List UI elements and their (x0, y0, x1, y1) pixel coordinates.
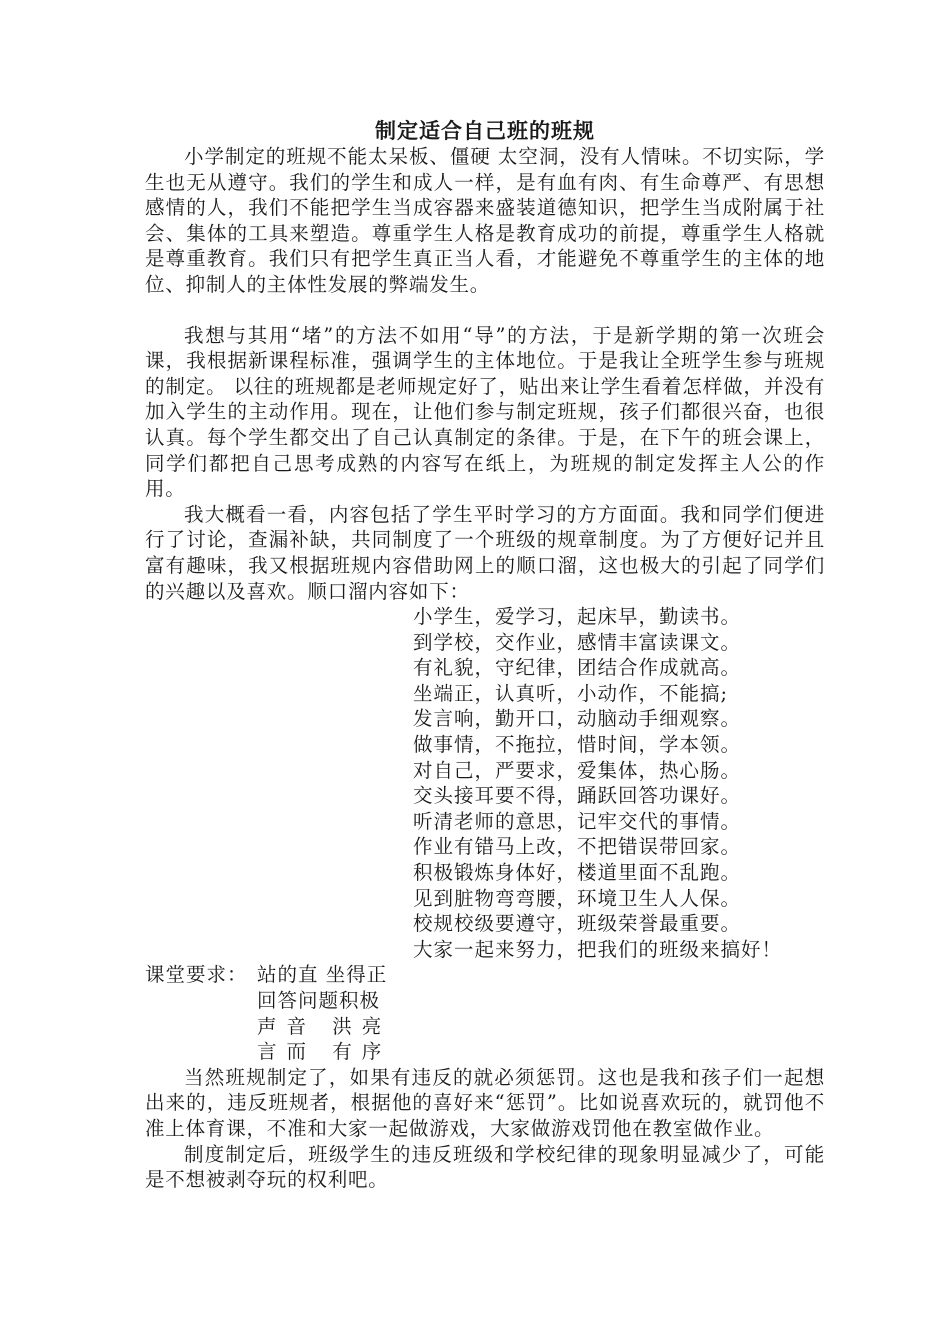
requirement-item: 言而 有序 (257, 1040, 392, 1064)
rhyme-line: 交头接耳要不得，踊跃回答功课好。 (413, 784, 742, 808)
rhyme-line: 做事情，不拖拉，惜时间，学本领。 (413, 733, 742, 757)
rhyme-line: 校规校级要遵守，班级荣誉最重要。 (413, 912, 742, 936)
paragraph-discussion: 我大概看一看，内容包括了学生平时学习的方方面面。我和同学们便进行了讨论，查漏补缺，共同制度了一个班级的规章制度。为了方便好记并且富有趣味，我又根据班规内容借助网上的顺口溜，这也极大的引起了同学们的兴趣以及喜欢。顺口溜内容如下： (145, 502, 825, 603)
rhyme-line: 作业有错马上改，不把错误带回家。 (413, 835, 742, 859)
rhyme-line: 积极锻炼身体好，楼道里面不乱跑。 (413, 861, 742, 885)
requirement-item: 声音 洪亮 (257, 1014, 392, 1038)
requirement-row (145, 962, 825, 988)
requirement-item: 回答问题积极 (257, 989, 381, 1012)
paragraph-result: 制度制定后，班级学生的违反班级和学校纪律的现象明显减少了，可能是不想被剥夺玩的权利吧。 (145, 1142, 825, 1192)
rhyme-line: 对自己，严要求，爱集体，热心肠。 (413, 758, 742, 782)
rhyme-line: 坐端正，认真听，小动作，不能搞; (413, 681, 729, 705)
rhyme-line: 小学生，爱学习，起床早，勤读书。 (413, 605, 742, 629)
rhyme-line: 到学校，交作业，感情丰富读课文。 (413, 630, 742, 654)
classroom-requirements (145, 962, 825, 1064)
rhyme-line: 有礼貌，守纪律，团结合作成就高。 (413, 656, 742, 680)
requirement-row (145, 1039, 825, 1065)
rhyme-line: 见到脏物弯弯腰，环境卫生人人保。 (413, 886, 742, 910)
requirement-row (145, 1014, 825, 1040)
paragraph-intro: 小学制定的班规不能太呆板、僵硬 太空洞，没有人情味。不切实际，学生也无从遵守。我们的学生和成人一样，是有血有肉、有生命尊严、有思想感情的人，我们不能把学生当成容器来盛装道德知识，把学生当成附属于社会、集体的工具来塑造。尊重学生人格是教育成功的前提，尊重学生人格就是尊重教育。我们只有把学生真正当人看，才能避免不尊重学生的主体的地位、抑制人的主体性发展的弊端发生。 (145, 145, 825, 296)
document-page (145, 118, 825, 1193)
rhyme-line: 发言响，勤开口，动脑动手细观察。 (413, 707, 742, 731)
rhyme-line: 大家一起来努力，把我们的班级来搞好！ (413, 937, 783, 961)
requirements-label: 课堂要求： (145, 963, 248, 987)
rhyme-list (145, 604, 825, 962)
paragraph-punishment: 当然班规制定了，如果有违反的就必须惩罚。这也是我和孩子们一起想出来的，违反班规者，根据他的喜好来“惩罚”。比如说喜欢玩的，就罚他不准上体育课，不准和大家一起做游戏，大家做游戏罚他在教室做作业。 (145, 1065, 825, 1140)
rhyme-line: 听清老师的意思，记牢交代的事情。 (413, 809, 742, 833)
requirement-item: 站的直 坐得正 (257, 963, 388, 987)
paragraph-method: 我想与其用“堵”的方法不如用“导”的方法，于是新学期的第一次班会课，我根据新课程标准，强调学生的主体地位。于是我让全班学生参与班规的制定。 以往的班规都是老师规定好了，贴出来让学生看着怎样做，并没有加入学生的主动作用。现在，让他们参与制定班规，孩子们都很兴奋，也很认真。每个学生都交出了自己认真制定的条律。于是，在下午的班会课上，同学们都把自己思考成熟的内容写在纸上，为班规的制定发挥主人公的作用。 (145, 323, 825, 501)
document-title: 制定适合自己班的班规 (375, 118, 595, 143)
paragraph-gap (145, 298, 825, 323)
requirement-row (145, 988, 825, 1014)
